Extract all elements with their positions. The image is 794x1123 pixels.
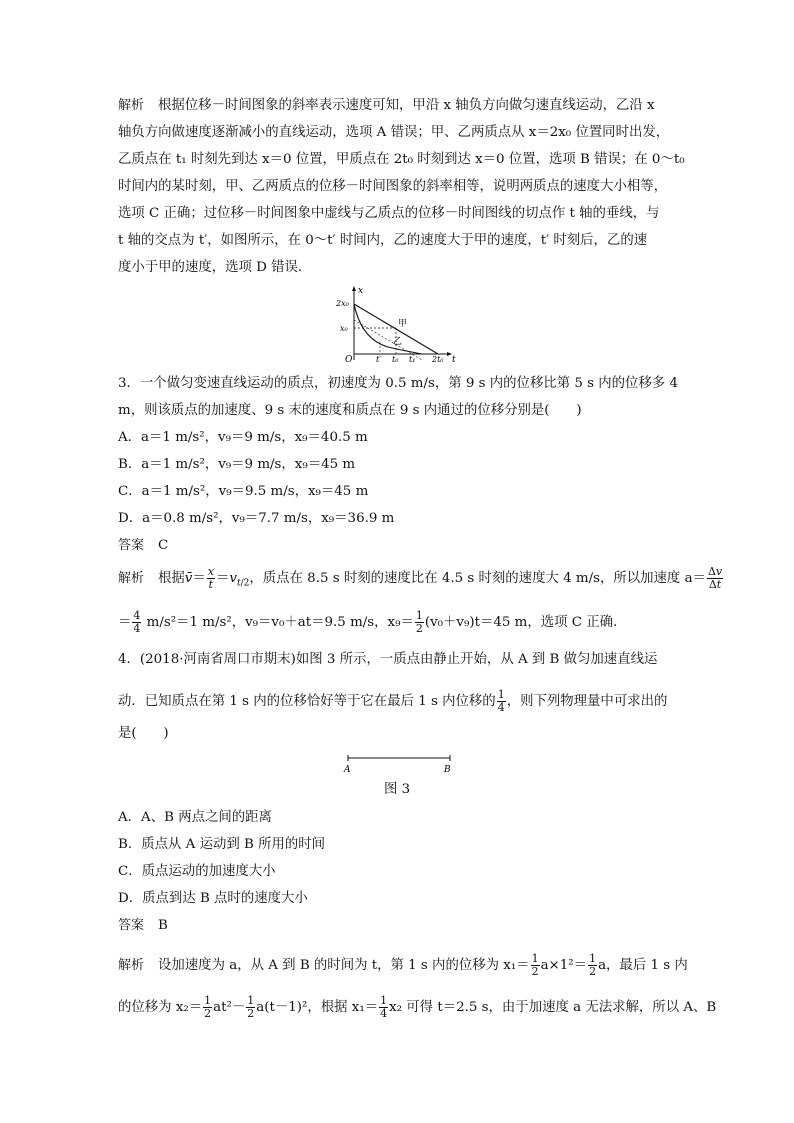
option-a: A．A、B 两点之间的距离 <box>118 810 272 825</box>
solution-label: 解析 <box>118 98 145 113</box>
solution-line: t 轴的交点为 t′，如图所示，在 0～t′ 时间内，乙的速度大于甲的速度，t′ 时刻后，乙的速 <box>118 233 648 248</box>
solution-label: 解析 <box>118 571 145 586</box>
option-c: C．a＝1 m/s²，v₉＝9.5 m/s，x₉＝45 m <box>118 484 369 499</box>
curve-label-jia: 甲 <box>398 319 408 329</box>
question-stem: m，则该质点的加速度、9 s 末的速度和质点在 9 s 内通过的位移分别是( ) <box>118 403 582 418</box>
point-a-label: A <box>344 765 351 775</box>
answer-value: B <box>158 918 168 933</box>
question-stem: 是( ) <box>118 726 169 741</box>
solution-line: 乙质点在 t₁ 时刻先到达 x＝0 位置，甲质点在 2t₀ 时刻到达 x＝0 位置，选项 B 错误；在 0～t₀ <box>118 152 685 167</box>
solution-line: 解析 根据位移－时间图象的斜率表示速度可知，甲沿 x 轴负方向做匀速直线运动，乙沿 x <box>118 98 655 113</box>
tick-label: x₀ <box>340 324 348 333</box>
axis-x-label: x <box>358 286 364 296</box>
segment-ab-figure <box>338 748 458 776</box>
option-b: B．a＝1 m/s²，v₉＝9 m/s，x₉＝45 m <box>118 457 356 472</box>
question-stem: 3．一个做匀变速直线运动的质点，初速度为 0.5 m/s，第 9 s 内的位移比第 5 s 内的位移多 4 <box>118 376 679 391</box>
tick-label: t₀ <box>392 355 399 364</box>
tick-label: 2x₀ <box>336 299 349 308</box>
solution-line: 时间内的某时刻，甲、乙两质点的位移－时间图象的斜率相等，说明两质点的速度大小相等， <box>118 179 668 194</box>
figure-caption: 图 3 <box>384 782 411 797</box>
position-time-graph <box>336 284 456 364</box>
question-stem: 动．已知质点在第 1 s 内的位移恰好等于它在最后 1 s 内位移的 $\frac{1}{4}$ ，则下列物理量中可求出的 <box>118 688 668 714</box>
point-b-label: B <box>444 765 451 775</box>
solution-line: 轴负方向做速度逐渐减小的直线运动，选项 A 错误；甲、乙两质点从 x＝2x₀ 位置同时出发， <box>118 125 670 140</box>
answer-label: 答案 <box>118 918 145 933</box>
question-stem: 4．(2018·河南省周口市期末)如图 3 所示，一质点由静止开始，从 A 到 B 做匀加速直线运 <box>118 652 658 667</box>
axis-t-label: t <box>452 355 456 364</box>
tick-label: t₁ <box>409 355 416 364</box>
tick-label: t′ <box>376 355 382 364</box>
solution-line: 选项 C 正确；过位移－时间图象中虚线与乙质点的位移－时间图线的切点作 t 轴的垂线，与 <box>118 206 660 221</box>
origin-label: O <box>345 355 353 364</box>
tick-label: 2t₀ <box>432 355 444 364</box>
option-c: C．质点运动的加速度大小 <box>118 864 276 879</box>
curve-label-yi: 乙 <box>393 337 403 347</box>
option-d: D．a＝0.8 m/s²，v₉＝7.7 m/s，x₉＝36.9 m <box>118 511 395 526</box>
option-d: D．质点到达 B 点时的速度大小 <box>118 891 308 906</box>
answer-value: C <box>158 538 169 553</box>
solution-line: 度小于甲的速度，选项 D 错误. <box>118 260 303 275</box>
answer-line <box>118 917 168 935</box>
option-a: A．a＝1 m/s²，v₉＝9 m/s，x₉＝40.5 m <box>118 430 368 445</box>
solution-line: ＝ $\frac{4}{4}$ m/s²＝1 m/s²，v₉＝v₀＋at＝9.5 m/s，x₉＝ $\frac{1}{2}$ (v₀＋v₉)t＝45 m，选项 C 正确. <box>118 609 618 635</box>
answer-label: 答案 <box>118 538 145 553</box>
solution-line: 解析 设加速度为 a，从 A 到 B 的时间为 t，第 1 s 内的位移为 x₁＝ $\frac{1}{2}$ a×1²＝ $\frac{1}{2}$ a，最后 1 s 内 <box>118 952 688 978</box>
answer-line <box>118 537 168 555</box>
solution-line: 解析 根据v̄＝ $\frac{x}{t}$ $=v_{t/2}$，质点在 8.5 s 时刻的速度比在 4.5 s 时刻的速度大 4 m/s，所以加速度 a＝ $\frac{\Delta v}{\Delta t}$ <box>118 565 723 591</box>
solution-label: 解析 <box>118 958 145 973</box>
solution-line: 的位移为 x₂＝ $\frac{1}{2}$ at²－ $\frac{1}{2}$ a(t－1)²，根据 x₁＝ $\frac{1}{4}$ x₂ 可得 t＝2.5 s，由于加速度 a 无法求解，所以 A、B <box>118 994 717 1020</box>
option-b: B．质点从 A 运动到 B 所用的时间 <box>118 837 326 852</box>
